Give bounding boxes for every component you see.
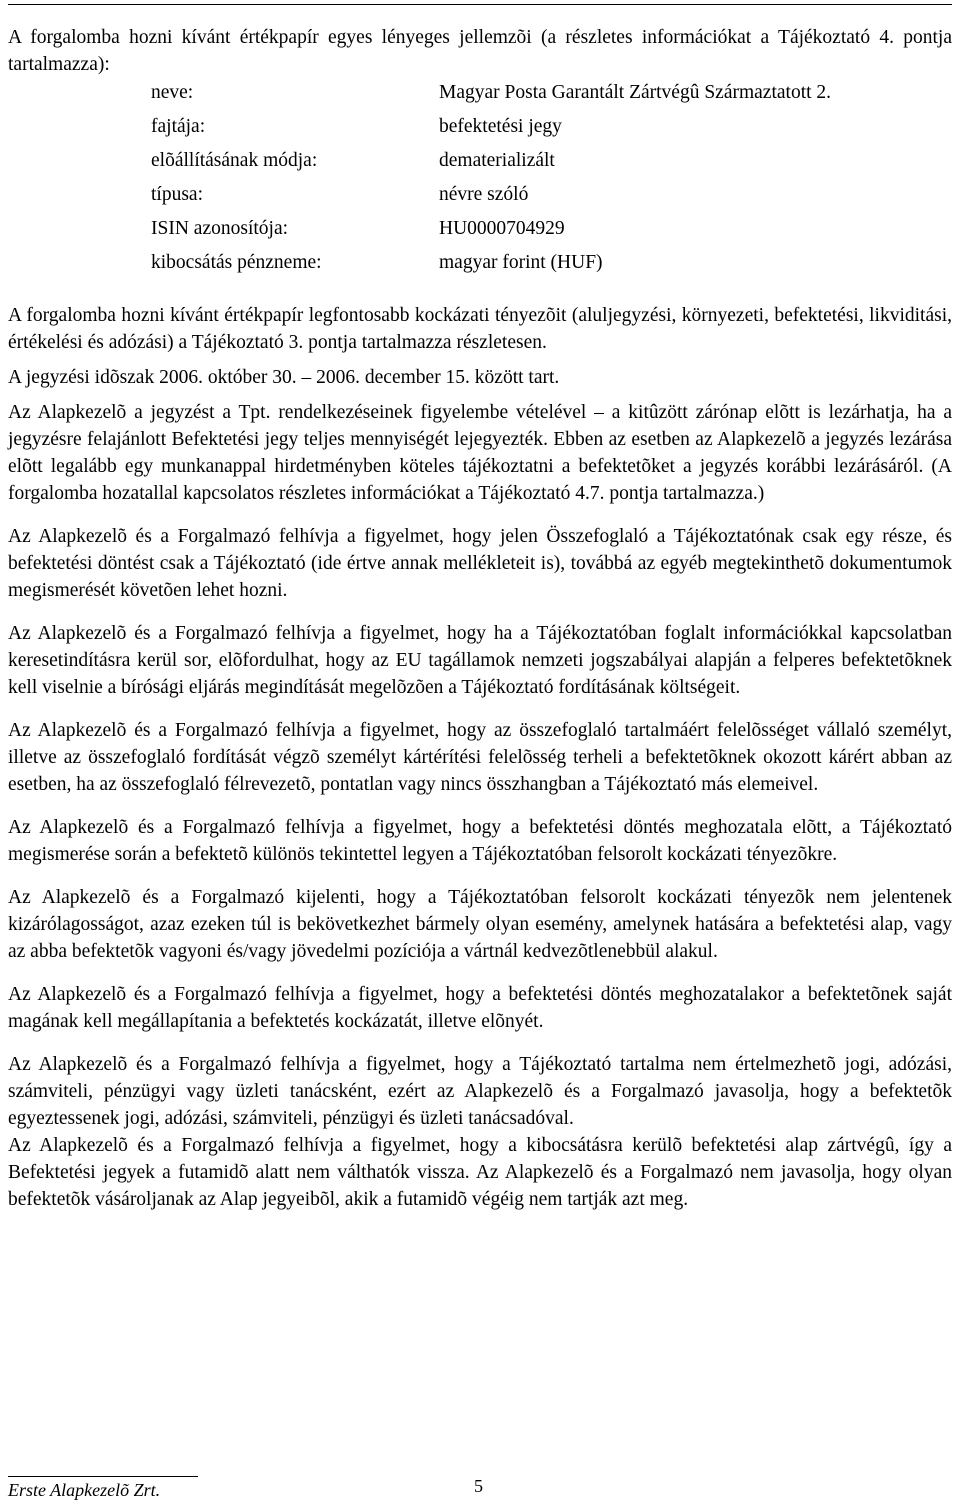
property-label: ISIN azonosítója: (151, 218, 289, 239)
investor-assessment-paragraph: Az Alapkezelõ és a Forgalmazó felhívja a figyelmet, hogy a befektetési döntés meghozatalakor a befektetõnek saját magának kell megállapítania a befektetés kockázatát, illetve elõnyét. (8, 984, 952, 1032)
property-value: Magyar Posta Garantált Zártvégû Származtatott 2. (439, 82, 832, 103)
early-closing-paragraph: Az Alapkezelõ a jegyzést a Tpt. rendelkezéseinek figyelembe vételével – a kitûzött zárónap elõtt is lezárhatja, ha a jegyzésre felajánlott Befektetési jegy teljes mennyiségét lejegyezték. Ebben az esetben az Alapkezelõ a jegyzés lezárása elõtt legalább egy munkanappal hirdetményben köteles tájékoztatni a befektetõket a jegyzés korábbi lezárásáról. (A forgalomba hozatallal kapcsolatos részletes információkat a Tájékoztató 4.7. pontja tartalmazza.) (8, 402, 952, 504)
property-label: kibocsátás pénzneme: (151, 252, 322, 273)
property-label: neve: (151, 82, 194, 103)
property-row (151, 113, 831, 147)
subscription-period-paragraph: A jegyzési idõszak 2006. október 30. – 2006. december 15. között tart. (8, 367, 560, 388)
property-value: névre szóló (439, 184, 529, 205)
property-row (151, 79, 831, 113)
non-exclusive-risks-paragraph: Az Alapkezelõ és a Forgalmazó kijelenti, hogy a Tájékoztatóban felsorolt kockázati tényezõk nem jelentenek kizárólagosságot, azaz ezeken túl is bekövetkezhet bármely olyan esemény, amelynek hatására a befektetési alap, vagy az abba befektetõk vagyoni és/vagy jövedelmi pozíciója a vártnál kedvezõtlenebbül alakul. (8, 887, 952, 962)
header-rule (8, 4, 952, 5)
property-label: fajtája: (151, 116, 206, 137)
risk-attention-paragraph: Az Alapkezelõ és a Forgalmazó felhívja a figyelmet, hogy a befektetési döntés meghozatala elõtt, a Tájékoztató megismerése során a befektetõ különös tekintettel legyen a Tájékoztatóban felsorolt kockázati tényezõkre. (8, 817, 952, 865)
property-value: magyar forint (HUF) (439, 252, 603, 273)
intro-paragraph: A forgalomba hozni kívánt értékpapír egyes lényeges jellemzõi (a részletes információkat a Tájékoztató 4. pontja tartalmazza): (8, 27, 952, 75)
property-value: HU0000704929 (439, 218, 565, 239)
advisory-paragraph: Az Alapkezelõ és a Forgalmazó felhívja a figyelmet, hogy a Tájékoztató tartalma nem értelmezhetõ jogi, adózási, számviteli, pénzügyi vagy üzleti tanácsként, ezért az Alapkezelõ és a Forgalmazó javasolja, hogy a befektetõk egyeztessenek jogi, adózási, számviteli, pénzügyi és üzleti tanácsadóval. (8, 1054, 952, 1129)
footer-rule (8, 1476, 198, 1477)
security-properties-table (151, 79, 831, 283)
page-number: 5 (474, 1476, 483, 1496)
closed-end-paragraph: Az Alapkezelõ és a Forgalmazó felhívja a figyelmet, hogy a kibocsátásra kerülõ befektetési alap zártvégû, így a Befektetési jegyek a futamidõ alatt nem válthatók vissza. Az Alapkezelõ és a Forgalmazó nem javasolja, hogy olyan befektetõk vásároljanak az Alap jegyeibõl, akik a futamidõ végéig nem tartják azt meg. (8, 1135, 952, 1210)
risk-factors-paragraph: A forgalomba hozni kívánt értékpapír legfontosabb kockázati tényezõit (aluljegyzési, környezeti, befektetési, likviditási, értékelési és adózási) a Tájékoztató 3. pontja tartalmazza részletesen. (8, 305, 952, 353)
liability-paragraph: Az Alapkezelõ és a Forgalmazó felhívja a figyelmet, hogy az összefoglaló tartalmáért felelõsséget vállaló személyt, illetve az összefoglaló fordítását végzõ személyt kártérítési felelõsség terheli a befektetõknek okozott kárért abban az esetben, ha az összefoglaló félrevezetõ, pontatlan vagy nincs összhangban a Tájékoztató más elemeivel. (8, 720, 952, 795)
property-value: dematerializált (439, 150, 555, 171)
property-row (151, 249, 831, 283)
property-value: befektetési jegy (439, 116, 562, 137)
property-row (151, 181, 831, 215)
property-label: típusa: (151, 184, 203, 205)
document-page (8, 24, 952, 1213)
summary-notice-paragraph: Az Alapkezelõ és a Forgalmazó felhívja a figyelmet, hogy jelen Összefoglaló a Tájékoztatónak csak egy része, és befektetési döntést csak a Tájékoztató (ide értve annak mellékleteit is), továbbá az egyéb megtekinthetõ dokumentumok megismerését követõen lehet hozni. (8, 526, 952, 601)
footer-company-name: Erste Alapkezelõ Zrt. (8, 1480, 161, 1500)
translation-costs-paragraph: Az Alapkezelõ és a Forgalmazó felhívja a figyelmet, hogy ha a Tájékoztatóban foglalt információkkal kapcsolatban keresetindításra kerül sor, elõfordulhat, hogy az EU tagállamok nemzeti jogszabályai alapján a felperes befektetõknek kell viselnie a bírósági eljárás megindítását megelõzõen a Tájékoztató fordításának költségeit. (8, 623, 952, 698)
property-label: elõállításának módja: (151, 150, 318, 171)
property-row (151, 147, 831, 181)
property-row (151, 215, 831, 249)
